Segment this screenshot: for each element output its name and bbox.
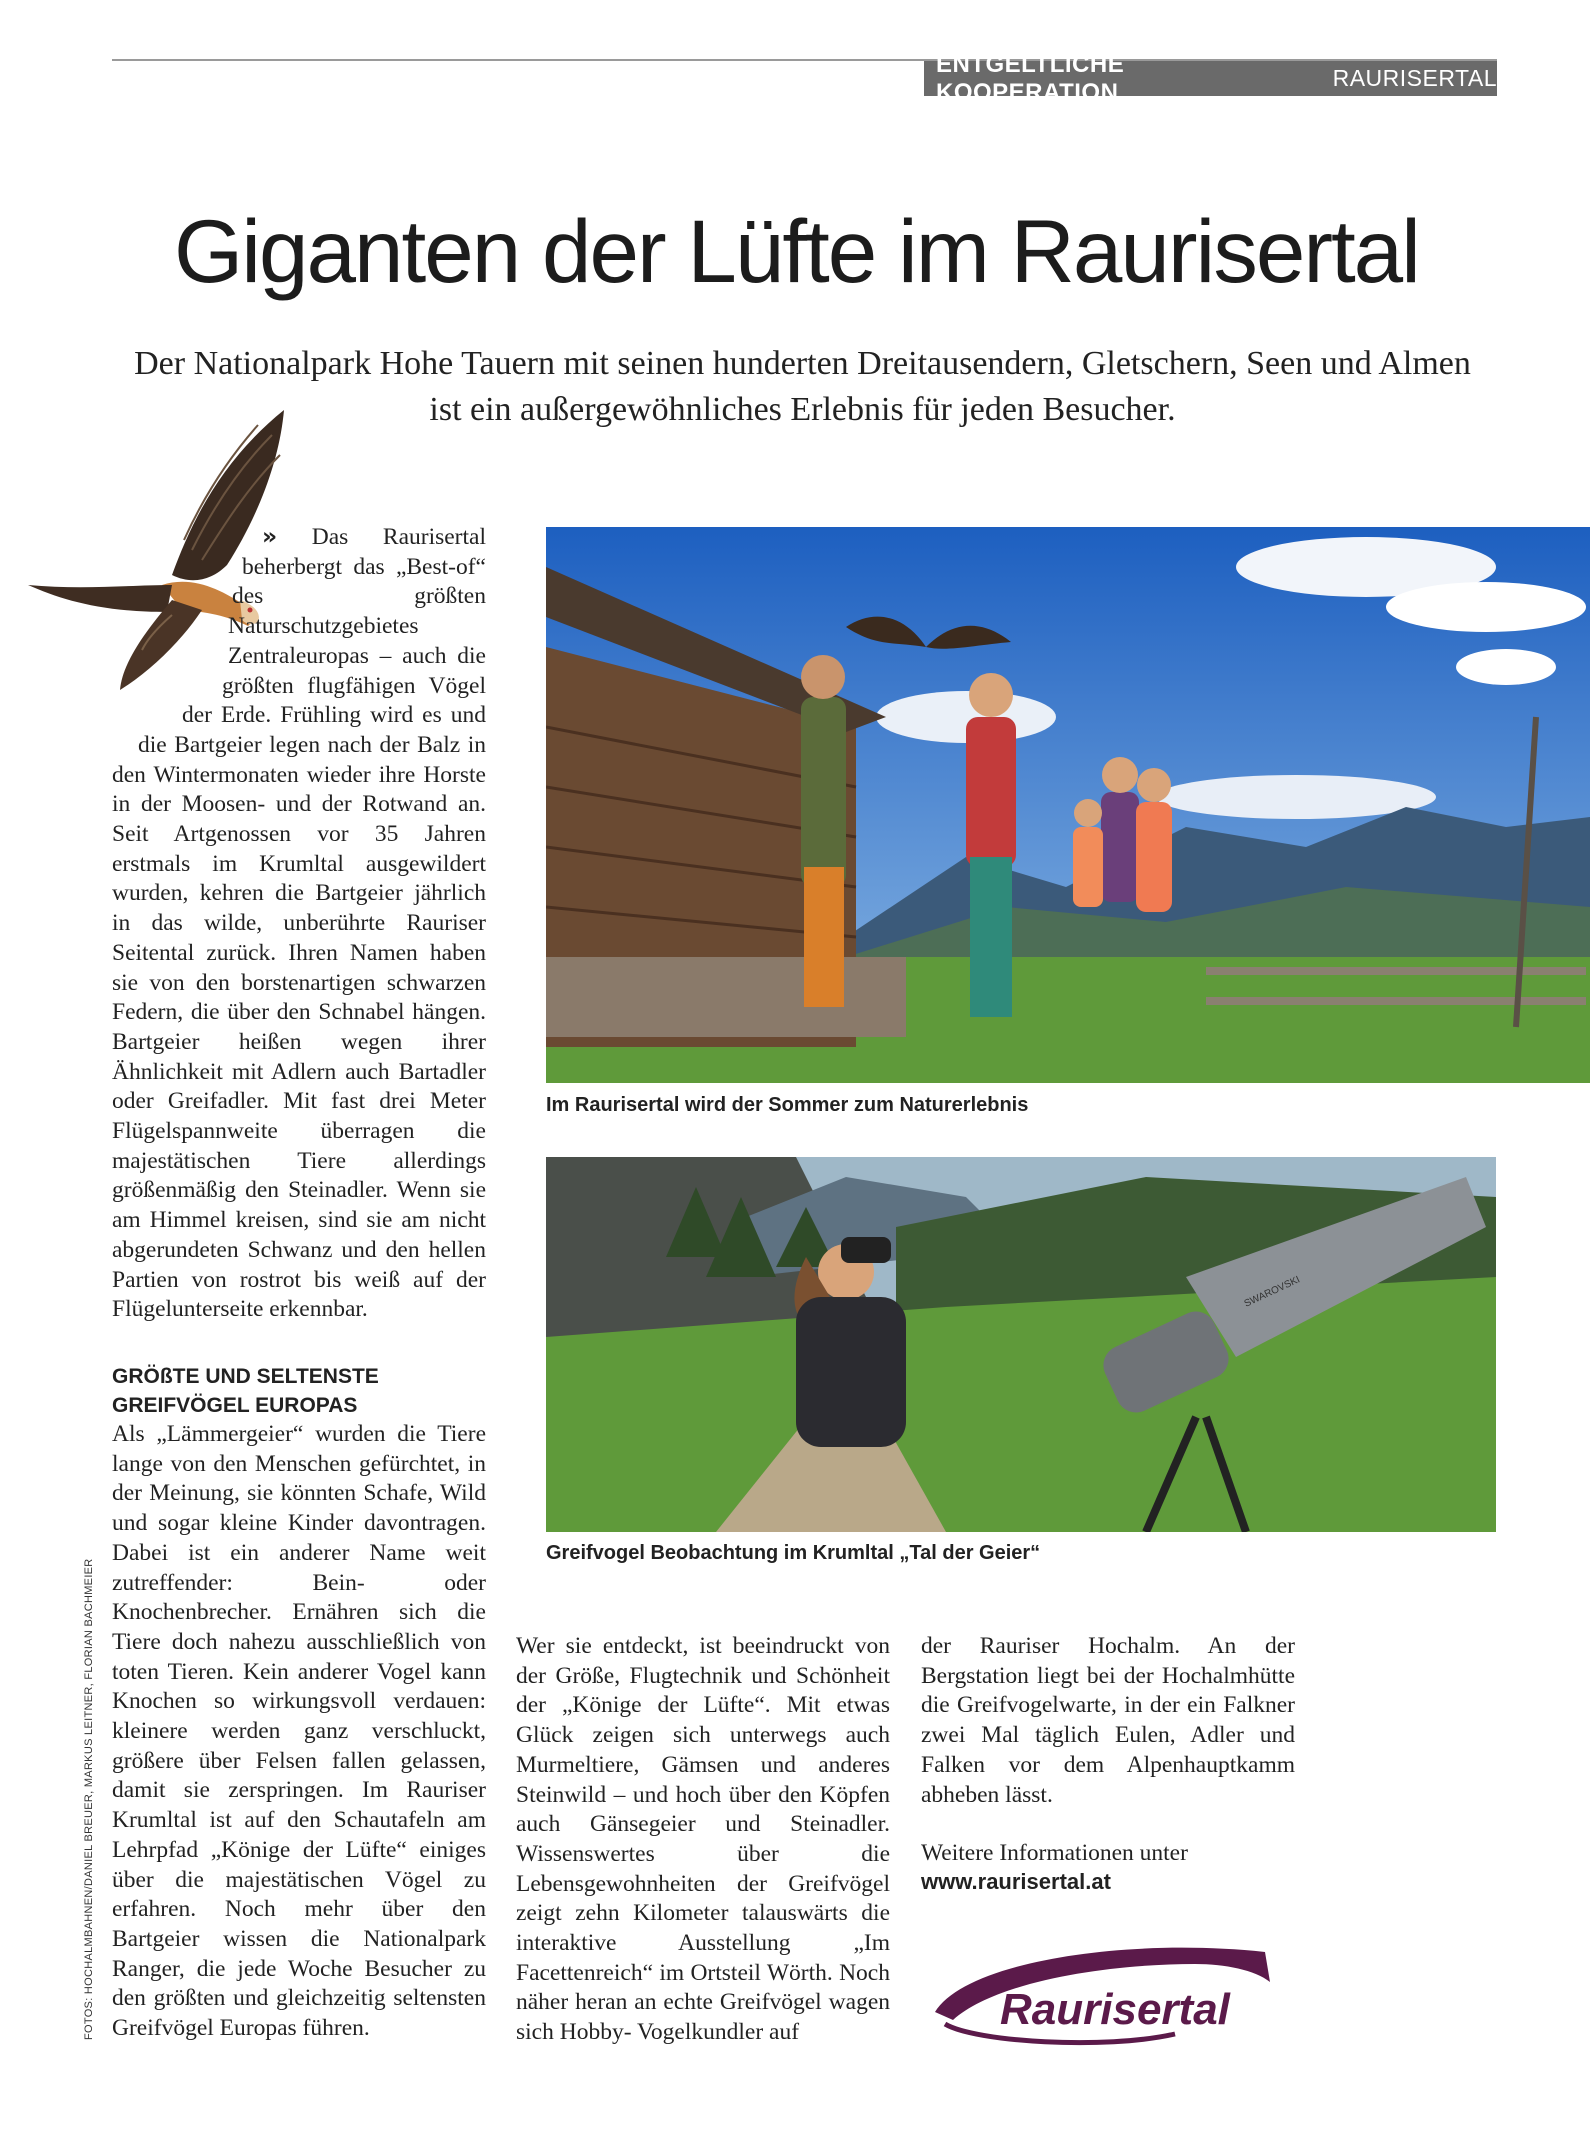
- column-1-intro: [112, 522, 486, 1325]
- photo-2-caption: Greifvogel Beobachtung im Krumltal „Tal der Geier“: [546, 1542, 1041, 1564]
- sponsor-kicker: [924, 50, 1497, 106]
- kicker-label: ENTGELTLICHE KOOPERATION: [936, 50, 1125, 106]
- intro-marker: »: [262, 522, 278, 550]
- article-lead: Der Nationalpark Hohe Tauern mit seinen hunderten Dreitausendern, Gletschern, Seen und Almen ist ein außergewöhnliches Erlebnis für jeden Besucher.: [134, 345, 1471, 428]
- raurisertal-logo: [925, 1942, 1291, 2052]
- kicker-region: RAURISERTAL: [1332, 65, 1497, 91]
- more-info-label: Weitere Informationen unter: [921, 1840, 1188, 1866]
- article-title: Giganten der Lüfte im Raurisertal: [174, 201, 1419, 301]
- column-3: der Rauriser Hochalm. An der Bergstation liegt bei der Hochalmhütte die Greifvogelwarte, in der ein Falkner zwei Mal täglich Eulen, Adler und Falken vor dem Alpenhauptkamm abheben lässt.: [921, 1633, 1295, 1808]
- column-1-continued: Als „Lämmergeier“ wurden die Tiere lange von den Menschen gefürchtet, in der Meinung, sie könnten Schafe, Wild und sogar kleine Kinder davontragen. Dabei ist ein anderer Name weit zutreffender: Bein- oder Knochenbrecher. Ernähren sich die Tiere doch nahezu ausschließlich von toten Tieren. Kein anderer Vogel kann Knochen so wirkungsvoll verdauen: kleinere werden ganz verschluckt, größere über Felsen fallen gelassen, damit sie zerspringen. Im Rauriser Krumltal ist auf den Schautafeln am Lehrpfad „Könige der Lüfte“ einiges über die majestätischen Vögel zu erfahren. Noch mehr über den Bartgeier wissen die Nationalpark Ranger, die jede Woche Besucher zu den größten und gleichzeitig seltensten Greifvögel Europas führen.: [112, 1421, 486, 2042]
- scope-brand: SWAROVSKI: [1242, 1274, 1302, 1310]
- photo-1-caption: Im Raurisertal wird der Sommer zum Naturerlebnis: [546, 1094, 1029, 1116]
- column-2: Wer sie entdeckt, ist beeindruckt von der Größe, Flugtechnik und Schönheit der „Könige der Lüfte“. Mit etwas Glück zeigen sich unterwegs auch Murmeltiere, Gämsen und anderes Steinwild – und hoch über den Köpfen auch Gänsegeier und Steinadler. Wissenswertes über die Lebensgewohnheiten der Greifvögel zeigt zehn Kilometer talauswärts die interaktive Ausstellung „Im Facettenreich“ im Ortsteil Wörth. Noch näher heran an echte Greifvögel wagen sich Hobby- Vogelkundler auf: [516, 1633, 890, 2046]
- intro-paragraph: Das Raurisertal beherbergt das „Best-of“ des größten Naturschutzgebietes Zentraleuropas – auch die größten flugfähigen Vögel der Erde. Frühling wird es und die Bartgeier legen nach der Balz in den Wintermonaten wieder ihre Horste in der Moosen- und der Rotwand an. Seit Artgenossen vor 35 Jahren erstmals im Krumltal ausgewildert wurden, kehren die Bartgeier jährlich in das wilde, unberührte Rauriser Seitental zurück. Ihren Namen haben sie von den borstenartigen schwarzen Federn, die über den Schnabel hängen. Bartgeier heißen wegen ihrer Ähnlichkeit mit Adlern auch Bartadler oder Greifadler. Mit fast drei Meter Flügelspannweite überragen die majestätischen Tiere allerdings größenmäßig den Steinadler. Wenn sie am Himmel kreisen, sind sie am nicht abgerundeten Schwanz und den hellen Partien von rostrot bis weiß auf der Flügelunterseite erkennbar.: [112, 524, 486, 1323]
- logo-wordmark: Raurisertal: [1000, 1985, 1230, 2034]
- spotting-scope-photo: [546, 1157, 1496, 1532]
- photo-credit: FOTOS: HOCHALMBAHNEN/DANIEL BREUER, MARKUS LEITNER, FLORIAN BACHMEIER: [83, 1558, 95, 2040]
- falconer-family-photo: [546, 527, 1590, 1083]
- section-subhead: GRÖßTE UND SELTENSTE GREIFVÖGEL EUROPAS: [112, 1365, 379, 1417]
- raurisertal-website-link[interactable]: www.raurisertal.at: [921, 1869, 1111, 1894]
